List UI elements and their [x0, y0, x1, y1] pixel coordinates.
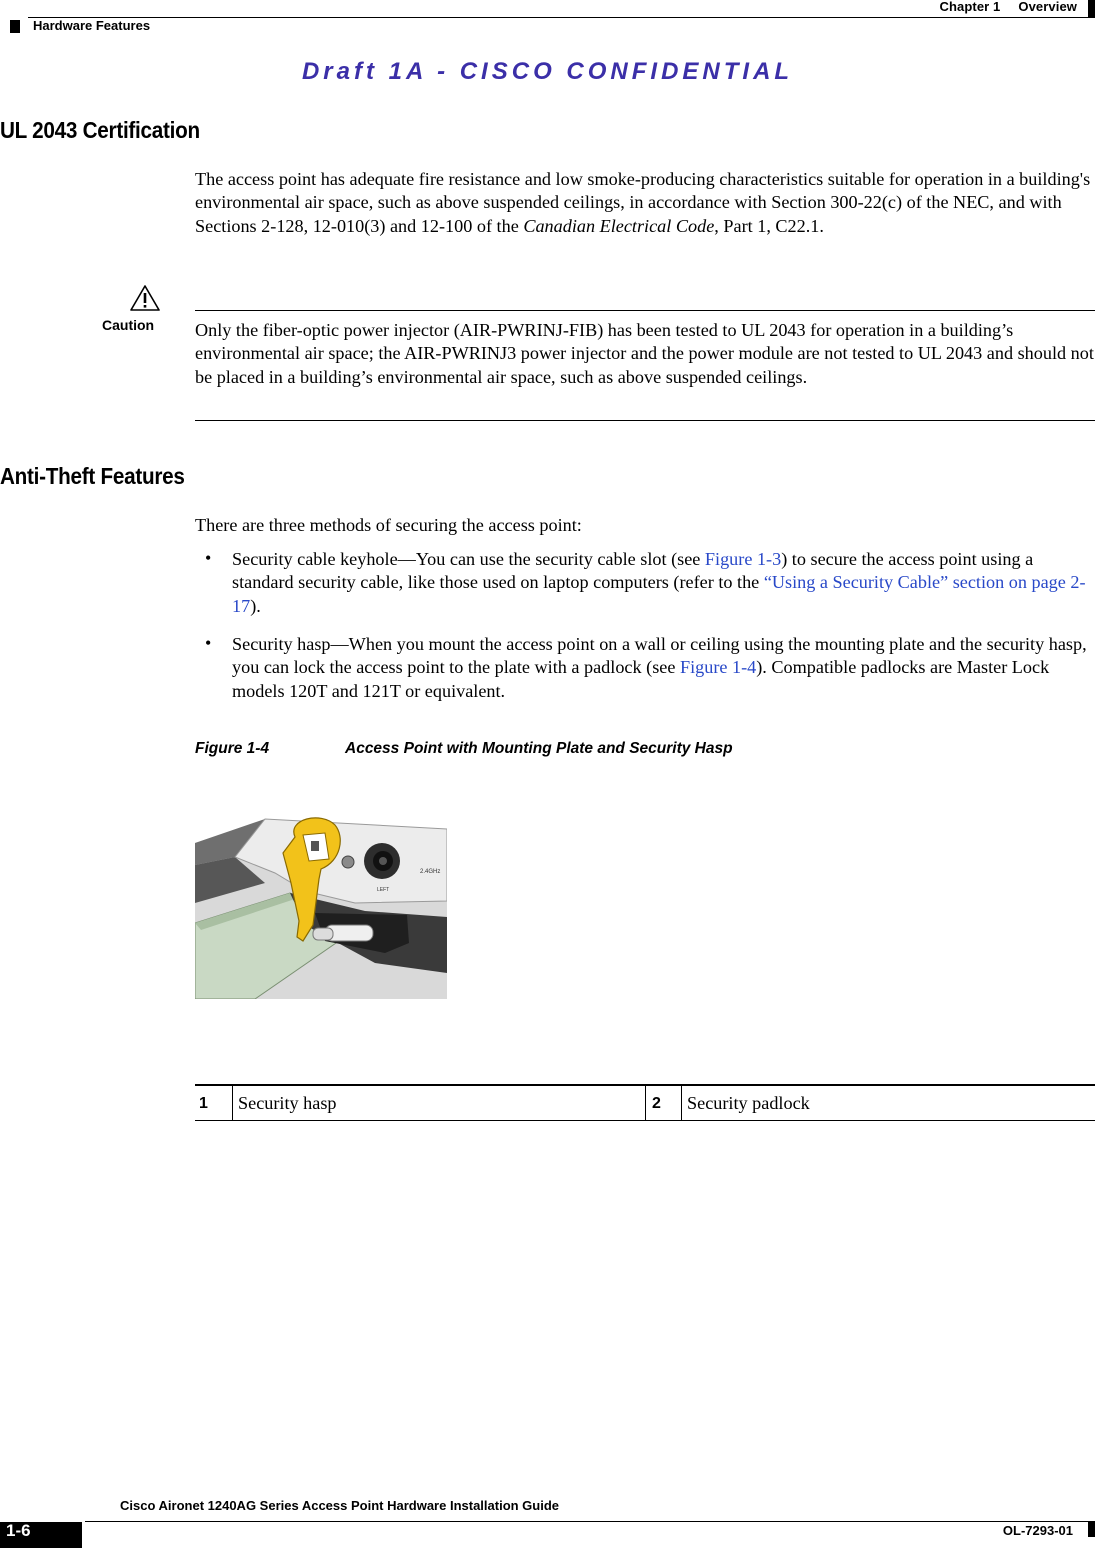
caution-top-rule	[195, 310, 1095, 311]
bullet2-text-post: ). Compatible padlocks are Master Lock models 120T and 121T or equivalent.	[232, 657, 1050, 701]
confidential-watermark: Draft 1A - CISCO CONFIDENTIAL	[301, 58, 794, 85]
ul-text-italic: Canadian Electrical Code	[523, 215, 715, 236]
caution-bottom-rule	[195, 420, 1095, 421]
page-number: 1-6	[6, 1521, 31, 1540]
ul-2043-heading: UL 2043 Certification	[0, 117, 200, 143]
footer-guide-title: Cisco Aironet 1240AG Series Access Point Hardware Installation Guide	[120, 1498, 560, 1513]
svg-text:2.4GHz: 2.4GHz	[420, 869, 441, 875]
legend-number: 2	[652, 1095, 661, 1112]
bullet-security-cable	[232, 548, 1094, 618]
bullet-security-hasp	[232, 633, 1094, 703]
figure-1-4-link[interactable]: Figure 1-4	[679, 657, 757, 678]
caution-warning-icon	[130, 285, 160, 311]
security-cable-section-link[interactable]: “Using a Security Cable” section on page 2-17	[232, 572, 1086, 616]
figure-number: Figure 1-4	[195, 740, 270, 757]
anti-theft-intro: There are three methods of securing the access point:	[195, 515, 582, 535]
footer-rule	[85, 1521, 1095, 1522]
document-number: OL-7293-01	[1002, 1523, 1073, 1538]
footer-tab-marker	[1088, 1522, 1095, 1537]
header-section: Hardware Features	[33, 18, 151, 33]
svg-text:LEFT: LEFT	[377, 887, 390, 893]
legend-divider	[232, 1086, 233, 1121]
chapter-title: Overview	[1018, 0, 1077, 14]
header-square-marker	[10, 20, 20, 33]
header-rule	[28, 17, 1095, 18]
legend-label: Security hasp	[238, 1093, 337, 1113]
legend-label: Security padlock	[687, 1093, 810, 1113]
chapter-number: Chapter 1	[939, 0, 1001, 14]
figure-1-3-link[interactable]: Figure 1-3	[704, 549, 782, 569]
figure-title: Access Point with Mounting Plate and Security Hasp	[345, 740, 733, 757]
bullet2-text-pre: Security hasp—When you mount the access point on a wall or ceiling using the mounting plate and the security hasp, you can lock the access point to the plate with a padlock (see	[232, 634, 1087, 678]
legend-number: 1	[199, 1095, 208, 1112]
header-chapter	[940, 0, 1078, 14]
bullet-marker: •	[205, 633, 212, 653]
legend-divider	[681, 1086, 682, 1121]
caution-text: Only the fiber-optic power injector (AIR-PWRINJ-FIB) has been tested to UL 2043 for operation in a building’s environmental air space; the AIR-PWRINJ3 power injector and the power module are not tested to UL 2043 and should not be placed in a building’s environmental air space, such as above suspended ceilings.	[195, 320, 1094, 387]
bullet1-text-pre: Security cable keyhole—You can use the security cable slot (see	[232, 549, 705, 569]
ul-2043-paragraph	[195, 168, 1095, 238]
header-tab-marker	[1088, 0, 1095, 18]
legend-divider	[645, 1086, 646, 1121]
figure-legend-table	[195, 1084, 1095, 1121]
bullet-marker: •	[205, 548, 212, 568]
ul-text-2: , Part 1, C22.1.	[714, 215, 824, 236]
figure-caption	[195, 740, 733, 758]
access-point-hasp-illustration	[195, 813, 447, 999]
anti-theft-heading: Anti-Theft Features	[0, 463, 185, 489]
bullet1-text-mid: ) to secure the access point using a standard security cable, like those used on laptop computers (refer to the	[232, 549, 1034, 593]
bullet1-text-post: ).	[250, 595, 261, 616]
caution-label: Caution	[102, 317, 155, 333]
ul-text-1: The access point has adequate fire resistance and low smoke-producing characteristics suitable for operation in a building's environmental air space, such as above suspended ceilings, in accordance with Section 300-22(c) of the NEC, and with Sections 2-128, 12-010(3) and 12-100 of the	[195, 169, 1091, 236]
